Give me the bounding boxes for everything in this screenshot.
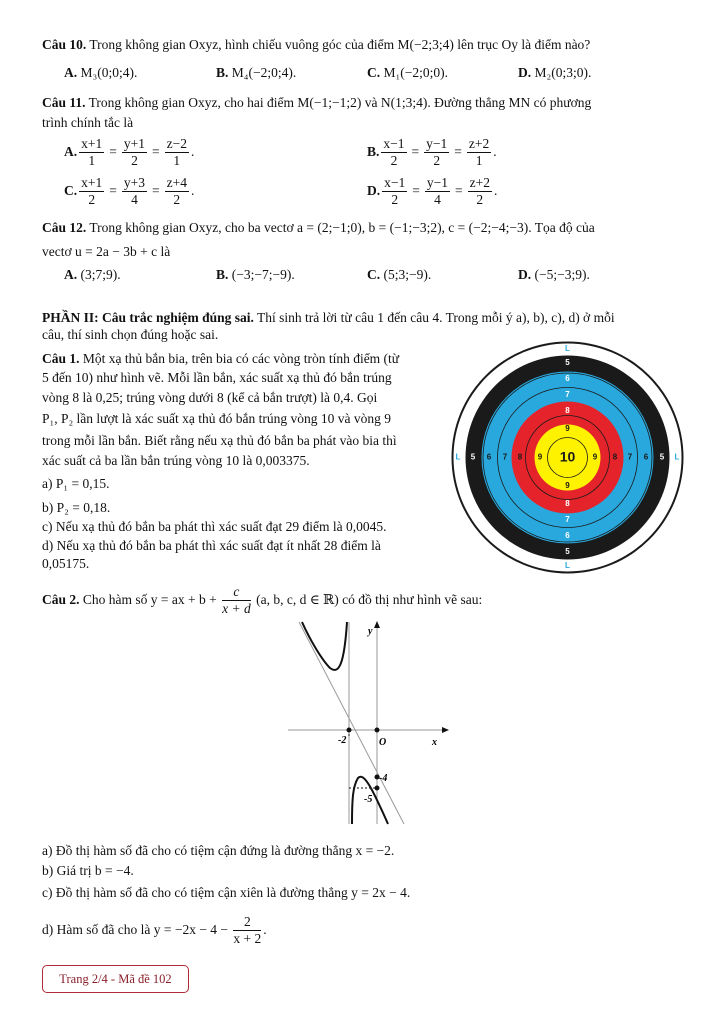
question-text-cont: vectơ u = 2a − 3b + c là [42,244,171,259]
label-8: 8 [612,452,618,462]
question-text-line: 5 đến 10) như hình vẽ. Mỗi lần bắn, xác suất xạ thủ đó bắn trúng [42,370,392,385]
label-5: 5 [565,547,570,557]
q12-option-b[interactable] [216,266,295,284]
question-text: Trong không gian Oxyz, cho hai điểm M(−1;−1;2) và N(1;3;4). Đường thẳng MN có phương [88,95,592,110]
statement-a[interactable]: a) Đồ thị hàm số đã cho có tiệm cận đứng là đường thẳng x = −2. [42,843,395,858]
question-text: Một xạ thủ bắn bia, trên bia có các vòng tròn tính điểm (từ [79,351,400,366]
label-7: 7 [565,515,570,525]
numerator: x−1 [383,135,405,151]
numerator: c [222,584,251,601]
option-letter: D. [518,65,532,80]
label-7: 7 [502,452,508,462]
q10-option-c[interactable] [367,64,448,82]
question-text: Trong không gian Oxyz, hình chiếu vuông góc của điểm M(−2;3;4) lên trục Oy là điểm nào? [89,37,591,52]
x-axis-label: x [432,737,437,748]
y-axis-label: y [368,626,373,637]
q12-option-c[interactable] [367,266,431,284]
oblique-asymptote [299,622,404,824]
q11-option-d[interactable]: D. $\frac{x-1}{2}$ = $\frac{y-1}{4}$ = $\frac{z+2}{2}$ . [367,174,498,207]
option-letter: D. [518,267,532,282]
archery-target [450,340,685,575]
denominator: 2 [131,152,138,168]
p2-question-1 [42,350,399,368]
question-text: Cho hàm số y = ax + b + [79,592,221,607]
label-9: 9 [537,452,543,462]
label-8: 8 [565,406,570,416]
option-letter: C. [64,183,78,198]
label-9: 9 [565,424,570,434]
option-text: (3;7;9). [80,267,121,282]
function-graph [280,618,460,830]
label-5: 5 [565,358,570,368]
tick-label-minus-2: -2 [338,735,347,746]
numerator: 2 [233,914,261,931]
option-text: M₂(0;3;0). [534,65,592,80]
origin-label: O [379,737,387,748]
part-2-heading [42,309,615,327]
option-letter: B. [367,144,380,159]
question-text: Trong không gian Oxyz, cho ba vectơ a = (2;−1;0), b = (−1;−3;2), c = (−2;−4;−3). Tọa độ của [89,220,595,235]
question-text-line: P₁, P₂ lần lượt là xác suất xạ thủ đó bắn trúng vòng 10 và vòng 9 [42,411,391,426]
numerator: z+2 [468,135,490,151]
q12-option-a[interactable] [64,266,121,284]
denominator: 2 [173,191,181,207]
question-12 [42,219,595,237]
option-text: M₁(−2;0;0). [383,65,448,80]
denominator: 2 [476,191,484,207]
statement-d-cont: 0,05175. [42,556,90,571]
question-10 [42,36,590,54]
denominator: 4 [434,191,441,207]
denominator: 2 [88,191,96,207]
statement-b[interactable]: b) Giá trị b = −4. [42,863,134,878]
numerator: x−1 [384,174,406,190]
label-8: 8 [565,499,570,509]
tick-label-minus-5: -5 [364,794,373,805]
label-L-top: L [565,344,570,354]
q10-option-d[interactable] [518,64,591,82]
q10-option-a[interactable] [64,64,137,82]
label-6: 6 [643,452,649,462]
denominator: 2 [390,152,398,168]
numerator: x+1 [81,174,103,190]
label-L-left: L [455,452,461,462]
part-instructions-cont: câu, thí sinh chọn đúng hoặc sai. [42,327,219,342]
statement-text-end: . [263,922,267,937]
question-label: Câu 1. [42,351,80,366]
label-9: 9 [592,452,598,462]
option-letter: A. [64,65,78,80]
label-8: 8 [517,452,523,462]
statement-a[interactable]: a) P₁ = 0,15. [42,476,110,491]
label-6: 6 [565,374,570,384]
label-10: 10 [559,448,576,465]
question-label: Câu 10. [42,37,87,52]
option-letter: D. [367,183,381,198]
q10-option-b[interactable] [216,64,296,82]
option-letter: C. [367,267,381,282]
question-text-cont: trình chính tắc là [42,115,134,130]
question-label: Câu 2. [42,592,80,607]
option-letter: B. [216,267,229,282]
option-letter: A. [64,144,78,159]
label-L-bottom: L [565,561,570,571]
curve-left-branch [302,622,347,670]
numerator: x+1 [81,135,103,151]
denominator: 1 [173,152,181,168]
label-5: 5 [659,452,665,462]
statement-b[interactable]: b) P₂ = 0,18. [42,500,111,515]
denominator: 1 [475,152,483,168]
tick-label-minus-4: -4 [379,773,388,784]
statement-c[interactable]: c) Đồ thị hàm số đã cho có tiệm cận xiên là đường thẳng y = 2x − 4. [42,885,411,900]
page-footer: Trang 2/4 - Mã đề 102 [42,965,189,993]
p2-question-2 [42,583,482,617]
option-text: M₄(−2;0;4). [231,65,297,80]
label-6: 6 [486,452,492,462]
statement-c[interactable]: c) Nếu xạ thủ đó bắn ba phát thì xác suất đạt 29 điểm là 0,0045. [42,519,387,534]
statement-d[interactable]: d) Nếu xạ thủ đó bắn ba phát thì xác suất đạt ít nhất 28 điểm là [42,538,381,553]
option-letter: C. [367,65,381,80]
question-label: Câu 12. [42,220,87,235]
numerator: y−1 [426,135,448,151]
statement-d[interactable] [42,913,267,947]
q11-option-b[interactable]: B. $\frac{x-1}{2}$ = $\frac{y-1}{2}$ = $\frac{z+2}{1}$ . [367,135,497,168]
numerator: y+3 [123,174,145,190]
label-9: 9 [565,481,570,491]
numerator: z+4 [166,174,187,190]
numerator: y+1 [123,135,145,151]
numerator: y−1 [426,174,448,190]
q11-option-c[interactable]: C. $\frac{x+1}{2}$ = $\frac{y+3}{4}$ = $\frac{z+4}{2}$ . [64,174,195,207]
label-6: 6 [565,531,570,541]
label-L-right: L [674,452,680,462]
question-text-cont: (a, b, c, d ∈ ℝ) có đồ thị như hình vẽ sau: [252,592,483,607]
part-title: PHẦN II: Câu trắc nghiệm đúng sai. [42,310,254,325]
option-letter: B. [216,65,229,80]
q11-option-a[interactable]: A. $\frac{x+1}{1}$ = $\frac{y+1}{2}$ = $\frac{z-2}{1}$ . [64,135,195,168]
question-text-line: vòng 8 là 0,25; trúng vòng dưới 8 (kể cả bắn trượt) là 0,4. Gọi [42,390,378,405]
q12-option-d[interactable] [518,266,590,284]
denominator: 2 [391,191,399,207]
label-7: 7 [627,452,633,462]
denominator: 1 [88,152,96,168]
denominator: x + d [222,601,251,617]
denominator: 4 [131,191,138,207]
option-text: (−5;−3;9). [534,267,590,282]
label-5: 5 [470,452,476,462]
label-7: 7 [565,390,570,400]
numerator: z+2 [469,174,490,190]
question-text-line: xác suất cả ba lần bắn trúng vòng 10 là 0,003375. [42,453,310,468]
part-instructions: Thí sinh trả lời từ câu 1 đến câu 4. Trong mỗi ý a), b), c), d) ở mỗi [253,310,615,325]
question-label: Câu 11. [42,95,86,110]
numerator: z−2 [166,135,187,151]
question-11 [42,94,591,112]
option-text: M₃(0;0;4). [80,65,138,80]
denominator: 2 [433,152,441,168]
option-text: (5;3;−9). [383,267,432,282]
question-text-line: trong mỗi lần bắn. Biết rằng nếu xạ thủ đó bắn ba phát vào bia thì [42,433,397,448]
denominator: x + 2 [233,931,262,947]
statement-text: d) Hàm số đã cho là y = −2x − 4 − [42,922,232,937]
option-text: (−3;−7;−9). [231,267,295,282]
option-letter: A. [64,267,78,282]
